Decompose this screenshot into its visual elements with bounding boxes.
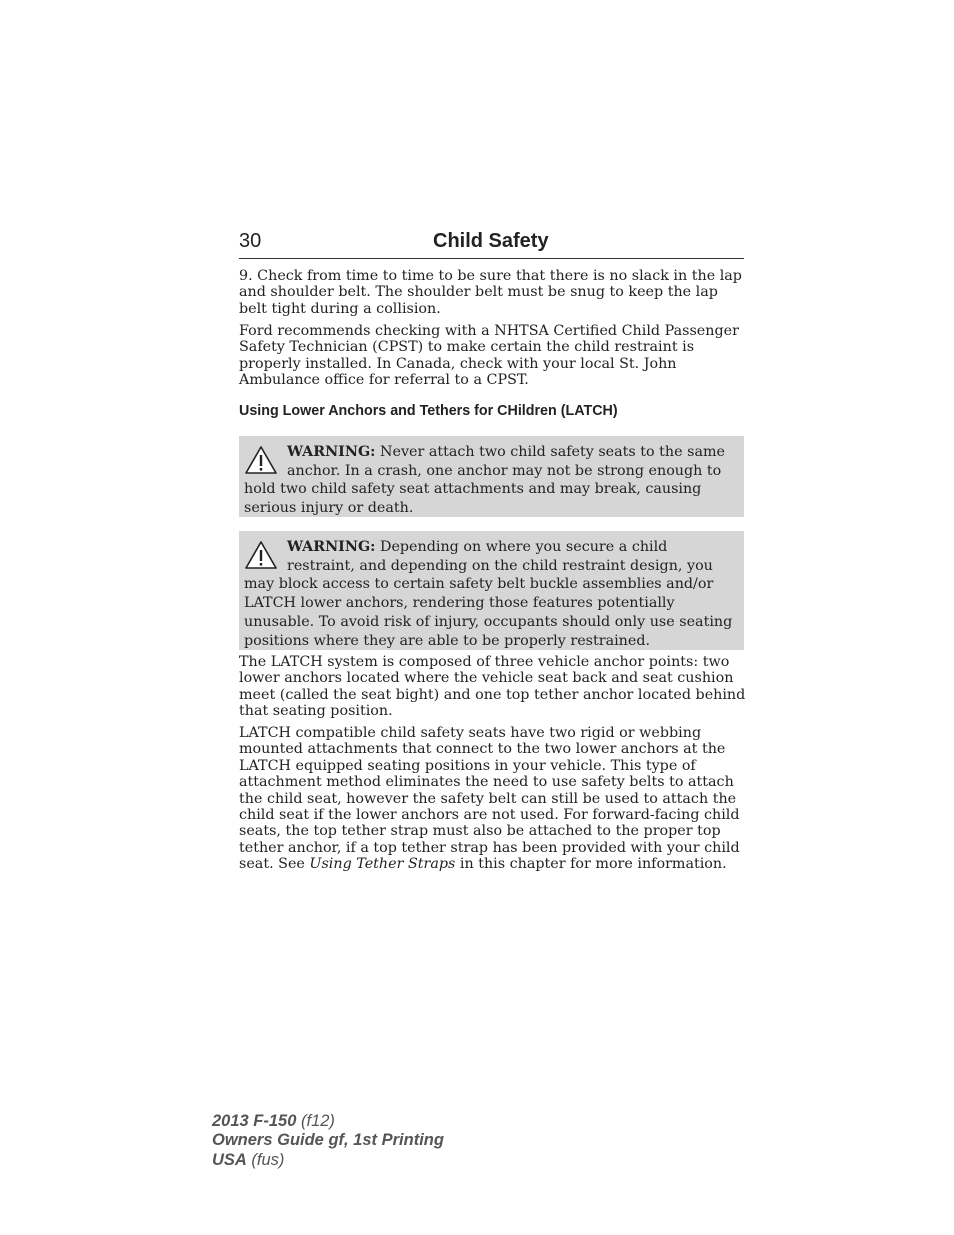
warning-text: Never attach two child safety seats to the same anchor. In a crash, one anchor may not be strong enough to hold two child safety seat attachments and may break, causing serious injury or death. bbox=[244, 444, 726, 517]
paragraph-step-9: 9. Check from time to time to be sure that there is no slack in the lap and shoulder belt. The shoulder belt must be snug to keep the lap belt tight during a collision. bbox=[239, 268, 742, 317]
paragraph-text: LATCH compatible child safety seats have two rigid or webbing mounted attachments that connect to the two lower anchors at the LATCH equipped seating positions in your vehicle. This type of attachment method eliminates the need to use safety belts to attach the child seat, however the safety belt can still be used to attach the child seat if the lower anchors are not used. For forward-facing child seats, the top tether strap must also be attached to the proper top tether anchor, if a top tether strap has been provided with your child seat. See bbox=[239, 725, 740, 873]
paragraph-latch-system: The LATCH system is composed of three vehicle anchor points: two lower anchors located where the vehicle seat back and seat cushion meet (called the seat bight) and one top tether anchor located behind that seating position. bbox=[239, 654, 746, 720]
page-number: 30 bbox=[239, 230, 262, 252]
warning-label: WARNING: bbox=[287, 539, 376, 555]
footer-region: USA bbox=[212, 1150, 247, 1169]
warning-text: Depending on where you secure a child restraint, and depending on the child restraint design, you may block access to certain safety belt buckle assemblies and/or LATCH lower anchors, rendering those features potentially unusable. To avoid risk of injury, occupants should only use seating positions where they are able to be properly restrained. bbox=[244, 539, 733, 649]
cross-reference-using-tether-straps: Using Tether Straps bbox=[309, 856, 456, 873]
footer-region-code: (fus) bbox=[246, 1150, 285, 1169]
warning-label: WARNING: bbox=[287, 444, 376, 460]
footer-line-guide bbox=[212, 1131, 444, 1150]
footer-guide-edition: Owners Guide gf, 1st Printing bbox=[212, 1131, 444, 1150]
paragraph-text: in this chapter for more information. bbox=[455, 856, 727, 873]
page-header bbox=[239, 228, 744, 259]
footer-model: 2013 F-150 bbox=[212, 1112, 297, 1130]
warning-box-blocked-access bbox=[239, 531, 744, 650]
paragraph-latch-compatible bbox=[239, 725, 746, 873]
chapter-title: Child Safety bbox=[433, 230, 549, 252]
paragraph-cpst-recommendation: Ford recommends checking with a NHTSA Certified Child Passenger Safety Technician (CPST) to make certain the child restraint is properly installed. In Canada, check with your local St. John Ambulance office for referral to a CPST. bbox=[239, 323, 739, 389]
footer-line-model bbox=[212, 1112, 444, 1131]
footer-line-region bbox=[212, 1151, 444, 1170]
document-footer bbox=[212, 1112, 444, 1170]
warning-triangle-icon bbox=[244, 540, 278, 570]
section-heading-latch: Using Lower Anchors and Tethers for CHildren (LATCH) bbox=[239, 403, 618, 419]
warning-triangle-icon bbox=[244, 445, 278, 475]
footer-model-code: (f12) bbox=[296, 1112, 335, 1130]
warning-box-two-seats bbox=[239, 436, 744, 517]
